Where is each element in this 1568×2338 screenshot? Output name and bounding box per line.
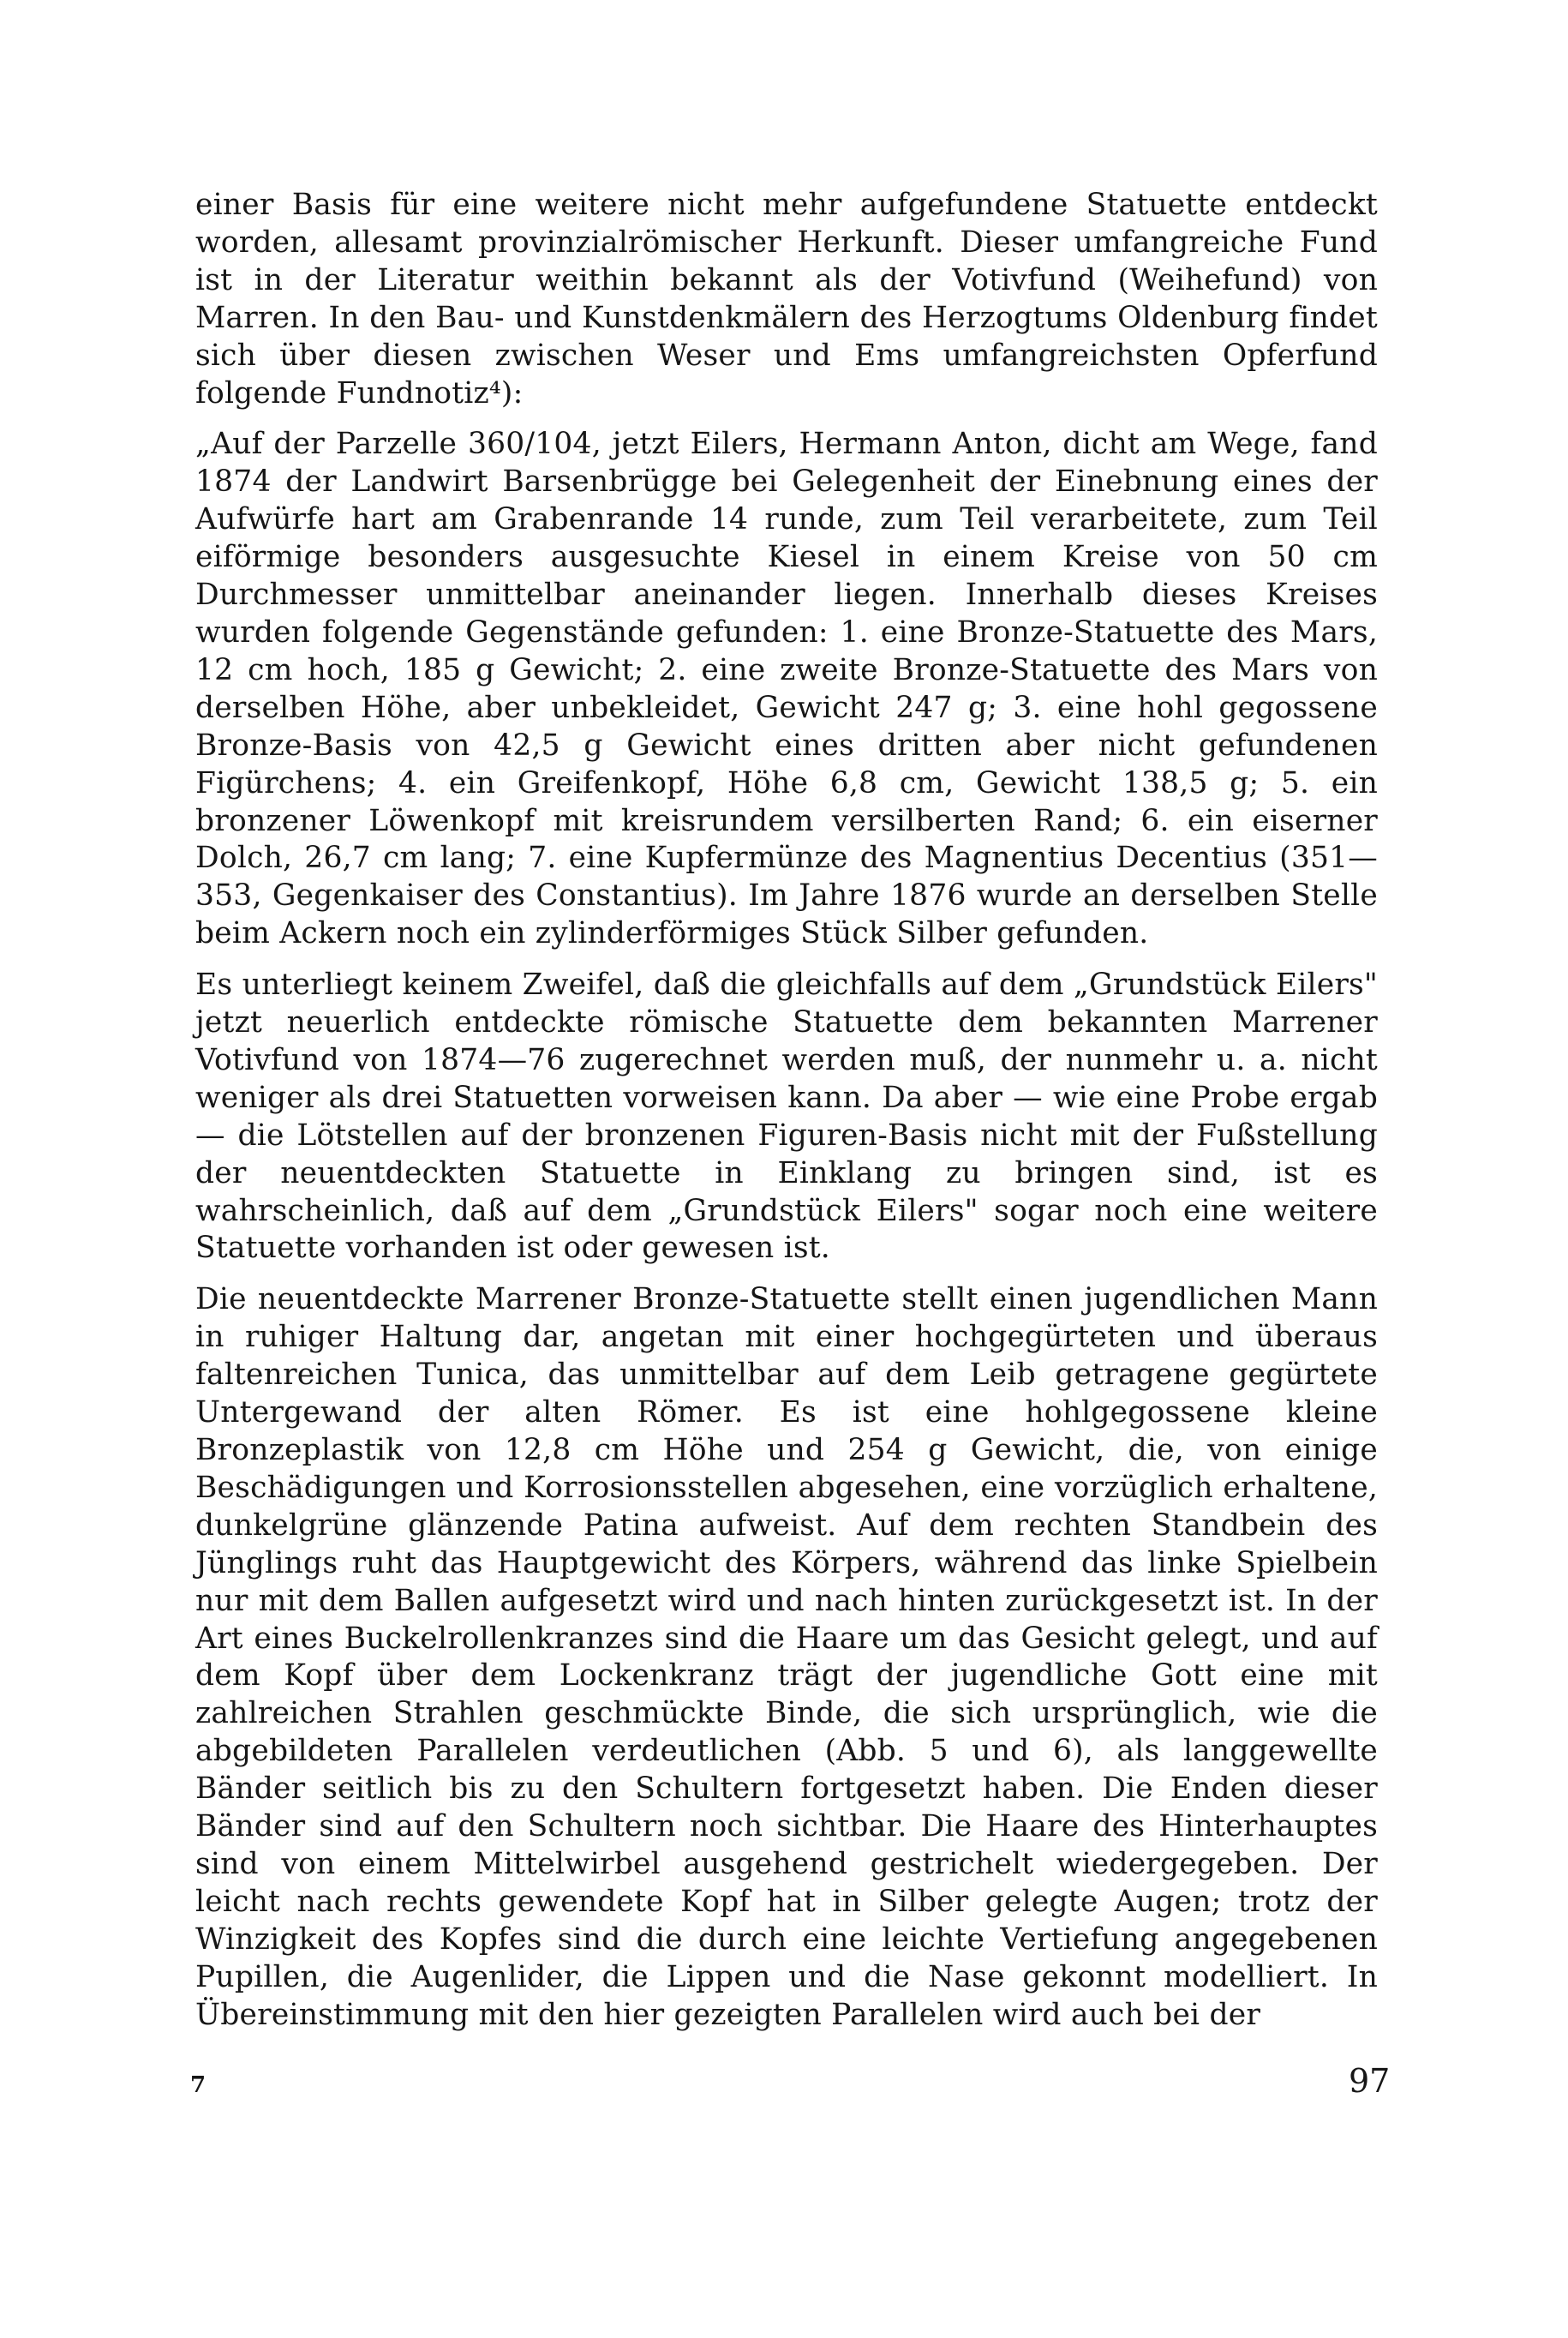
paragraph-3: Es unterliegt keinem Zweifel, daß die gleichfalls auf dem „Grundstück Eilers" jetzt neuerlich entdeckte römische Statuette dem bekannten Marrener Votivfund von 1874—76 zugerechnet werden muß, der nunmehr u. a. nicht weniger als drei Statuetten vorweisen kann. Da aber — wie eine Probe ergab — die Lötstellen auf der bronzenen Figuren-Basis nicht mit der Fußstellung der neuentdeckten Statuette in Einklang zu bringen sind, ist es wahrscheinlich, daß auf dem „Grundstück Eilers" sogar noch eine weitere Statuette vorhanden ist oder gewesen ist. <box>195 968 1378 1266</box>
paragraph-2-quote: „Auf der Parzelle 360/104, jetzt Eilers, Hermann Anton, dicht am Wege, fand 1874 der Landwirt Barsenbrügge bei Gelegenheit der Einebnung eines der Aufwürfe hart am Grabenrande 14 runde, zum Teil verarbeitete, zum Teil eiförmige besonders ausgesuchte Kiesel in einem Kreise von 50 cm Durchmesser unmittelbar aneinander liegen. Innerhalb dieses Kreises wurden folgende Gegenstände gefunden: 1. eine Bronze-Statuette des Mars, 12 cm hoch, 185 g Gewicht; 2. eine zweite Bronze-Statuette des Mars von derselben Höhe, aber unbekleidet, Gewicht 247 g; 3. eine hohl gegossene Bronze-Basis von 42,5 g Gewicht eines dritten aber nicht gefundenen Figürchens; 4. ein Greifenkopf, Höhe 6,8 cm, Gewicht 138,5 g; 5. ein bronzener Löwenkopf mit kreisrundem versilberten Rand; 6. ein eiserner Dolch, 26,7 cm lang; 7. eine Kupfermünze des Magnentius Decentius (351—353, Gegenkaiser des Constantius). Im Jahre 1876 wurde an derselben Stelle beim Ackern noch ein zylinderförmiges Stück Silber gefunden. <box>195 427 1378 951</box>
paragraph-1: einer Basis für eine weitere nicht mehr aufgefundene Statuette entdeckt worden, allesamt provinzialrömischer Herkunft. Dieser umfangreiche Fund ist in der Literatur weithin bekannt als der Votivfund (Weihefund) von Marren. In den Bau- und Kunstdenkmälern des Herzogtums Oldenburg findet sich über diesen zwischen Weser und Ems umfangreichsten Opferfund folgende Fundnotiz⁴): <box>195 188 1378 411</box>
paragraph-4: Die neuentdeckte Marrener Bronze-Statuette stellt einen jugendlichen Mann in ruhiger Haltung dar, angetan mit einer hochgegürteten und überaus faltenreichen Tunica, das unmittelbar auf dem Leib getragene gegürtete Untergewand der alten Römer. Es ist eine hohlgegossene kleine Bronzeplastik von 12,8 cm Höhe und 254 g Gewicht, die, von einige Beschädigungen und Korrosionsstellen abgesehen, eine vorzüglich erhaltene, dunkelgrüne glänzende Patina aufweist. Auf dem rechten Standbein des Jünglings ruht das Hauptgewicht des Körpers, während das linke Spielbein nur mit dem Ballen aufgesetzt wird und nach hinten zurückgesetzt ist. In der Art eines Buckelrollenkranzes sind die Haare um das Gesicht gelegt, und auf dem Kopf über dem Lockenkranz trägt der jugendliche Gott eine mit zahlreichen Strahlen geschmückte Binde, die sich ursprünglich, wie die abgebildeten Parallelen verdeutlichen (Abb. 5 und 6), als langgewellte Bänder seitlich bis zu den Schultern fortgesetzt haben. Die Enden dieser Bänder sind auf den Schultern noch sichtbar. Die Haare des Hinterhauptes sind von einem Mittelwirbel ausgehend gestrichelt wiedergegeben. Der leicht nach rechts gewendete Kopf hat in Silber gelegte Augen; trotz der Winzigkeit des Kopfes sind die durch eine leichte Vertiefung angegebenen Pupillen, die Augenlider, die Lippen und die Nase gekonnt modelliert. In Übereinstimmung mit den hier gezeigten Parallelen wird auch bei der <box>195 1282 1378 2032</box>
body-text <box>195 187 1378 2035</box>
sheet-signature: 7 <box>190 2072 206 2098</box>
page-number: 97 <box>1349 2062 1391 2100</box>
